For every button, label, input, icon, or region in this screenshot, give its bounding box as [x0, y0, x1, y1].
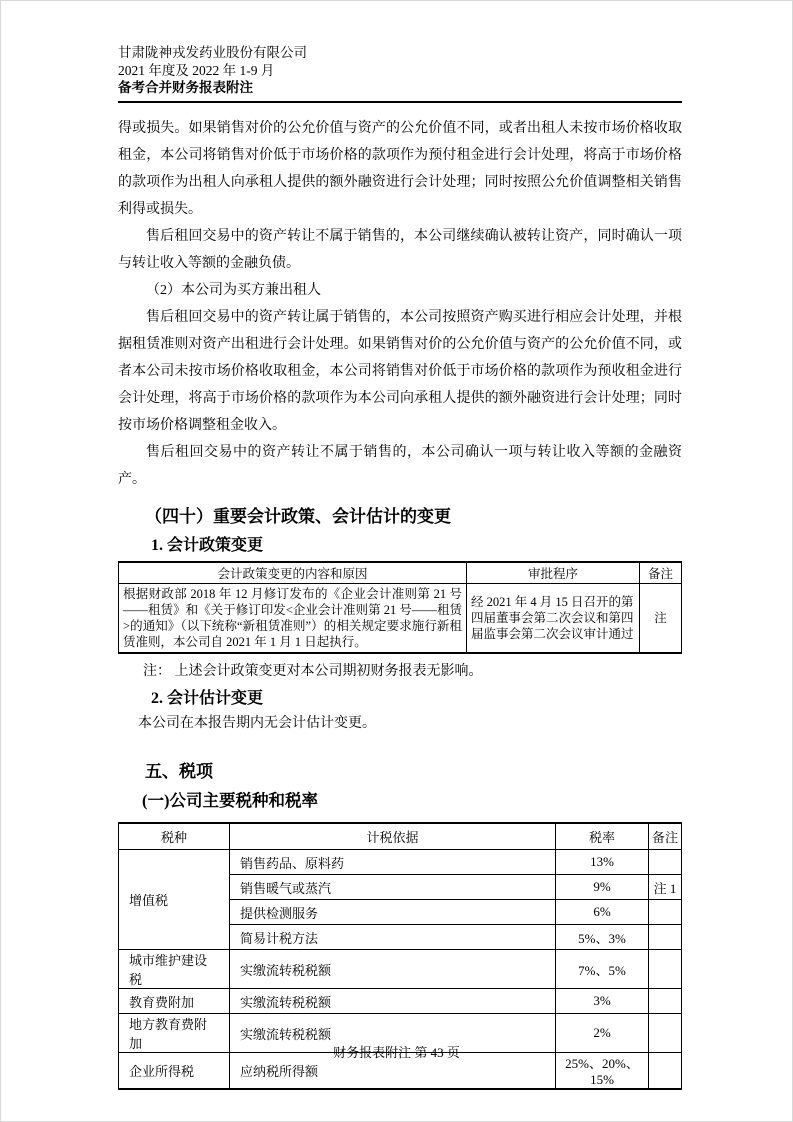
paragraph-no-estimate-change: 本公司在本报告期内无会计估计变更。 — [138, 715, 376, 731]
tax-table-row — [119, 850, 682, 875]
tax-table-cell-remark — [649, 989, 682, 1014]
tax-table-cell-rate: 9% — [556, 875, 649, 900]
header-report-period: 2021 年度及 2022 年 1-9 月 — [118, 62, 275, 78]
tax-table-cell-taxtype: 教育费附加 — [119, 989, 230, 1014]
tax-table-cell-taxtype: 地方教育费附加 — [119, 1014, 230, 1053]
tax-table-cell-taxtype: 增值税 — [119, 850, 230, 950]
tax-table-cell-basis: 销售药品、原料药 — [230, 850, 556, 875]
tax-table-header-taxtype: 税种 — [119, 823, 230, 850]
tax-table-cell-basis: 提供检测服务 — [230, 900, 556, 925]
subsection-buyer-lessor: （2）本公司为买方兼出租人 — [146, 282, 321, 298]
tax-table-cell-remark — [649, 850, 682, 875]
footer-page-number: 财务报表附注 第 43 页 — [333, 1045, 460, 1060]
subsection-heading-estimate-change: 2. 会计估计变更 — [151, 689, 264, 707]
tax-table-cell-taxtype: 企业所得税 — [119, 1053, 230, 1090]
policy-table-header-remark: 备注 — [640, 562, 682, 584]
section-heading-tax: 五、税项 — [145, 761, 213, 781]
tax-table-cell-rate: 5%、3% — [556, 925, 649, 950]
tax-table-header-remark: 备注 — [649, 823, 682, 850]
tax-table-row — [119, 950, 682, 989]
policy-table-cell-approval: 经 2021 年 4 月 15 日召开的第四届董事会第二次会议和第四届监事会第二次会议审计通过 — [467, 583, 640, 653]
policy-table-header-row — [119, 562, 682, 584]
tax-table-cell-rate: 25%、20%、15% — [556, 1053, 649, 1090]
policy-table-cell-remark: 注 — [640, 583, 682, 653]
tax-table-header-rate: 税率 — [556, 823, 649, 850]
tax-table-cell-rate: 7%、5% — [556, 950, 649, 989]
tax-table-cell-rate: 3% — [556, 989, 649, 1014]
tax-table-cell-basis: 应纳税所得额 — [230, 1053, 556, 1090]
tax-table-header-row — [119, 823, 682, 850]
tax-table-cell-remark — [649, 950, 682, 989]
tax-table-cell-rate: 6% — [556, 900, 649, 925]
subsection-heading-policy-change: 1. 会计政策变更 — [151, 536, 264, 554]
policy-table-header-content: 会计政策变更的内容和原因 — [119, 562, 467, 584]
tax-table-cell-basis: 实缴流转税税额 — [230, 1014, 556, 1053]
policy-table-cell-content: 根据财政部 2018 年 12 月修订发布的《企业会计准则第 21 号——租赁》和《关于修订印发<企业会计准则第 21 号——租赁>的通知》（以下统称“新租赁准则”）的相关规定要求施行新租赁准则，本公司自 2021 年 1 月 1 日起执行。 — [119, 583, 467, 653]
header-doc-title: 备考合并财务报表附注 — [118, 80, 253, 95]
policy-change-note: 注： 上述会计政策变更对本公司期初财务报表无影响。 — [143, 663, 483, 679]
paragraph-transfer-is-sale: 售后租回交易中的资产转让属于销售的，本公司按照资产购买进行相应会计处理，并根据租赁准则对资产出租进行会计处理。如果销售对价的公允价值与资产的公允价值不同，或者本公司未按市场价格收取租金，本公司将销售对价低于市场价格的款项作为预收租金进行会计处理，将高于市场价格的款项作为本公司向承租人提供的额外融资进行会计处理；同时按市场价格调整租金收入。 — [118, 309, 682, 433]
tax-table-row — [119, 989, 682, 1014]
document-body — [118, 115, 682, 1091]
paragraph-lease-gain-loss: 得或损失。如果销售对价的公允价值与资产的公允价值不同，或者出租人未按市场价格收取租金，本公司将销售对价低于市场价格的款项作为预付租金进行会计处理，将高于市场价格的款项作为出租人向承租人提供的额外融资进行会计处理；同时按照公允价值调整相关销售利得或损失。 — [118, 120, 682, 217]
section-heading-40: （四十）重要会计政策、会计估计的变更 — [145, 506, 451, 526]
tax-table-cell-remark — [649, 925, 682, 950]
tax-table-cell-remark — [649, 900, 682, 925]
document-header — [118, 44, 682, 103]
policy-table-header-approval: 审批程序 — [467, 562, 640, 584]
tax-table-cell-basis: 实缴流转税税额 — [230, 989, 556, 1014]
subsection-heading-tax-rates: (一)公司主要税种和税率 — [142, 790, 318, 810]
paragraph-financial-asset: 售后租回交易中的资产转让不属于销售的，本公司确认一项与转让收入等额的金融资产。 — [118, 444, 682, 487]
policy-table-row — [119, 583, 682, 653]
policy-change-table — [118, 561, 682, 654]
paragraph-transfer-not-sale: 售后租回交易中的资产转让不属于销售的，本公司继续确认被转让资产，同时确认一项与转让收入等额的金融负债。 — [118, 228, 682, 271]
tax-table-cell-basis: 简易计税方法 — [230, 925, 556, 950]
tax-table-cell-rate: 2% — [556, 1014, 649, 1053]
tax-table-cell-basis: 实缴流转税税额 — [230, 950, 556, 989]
tax-table-cell-remark: 注 1 — [649, 875, 682, 900]
tax-table-cell-basis: 销售暖气或蒸汽 — [230, 875, 556, 900]
tax-table-cell-rate: 13% — [556, 850, 649, 875]
header-company-name: 甘肃陇神戎发药业股份有限公司 — [118, 45, 307, 60]
tax-table-cell-taxtype: 城市维护建设税 — [119, 950, 230, 989]
tax-table-header-basis: 计税依据 — [230, 823, 556, 850]
